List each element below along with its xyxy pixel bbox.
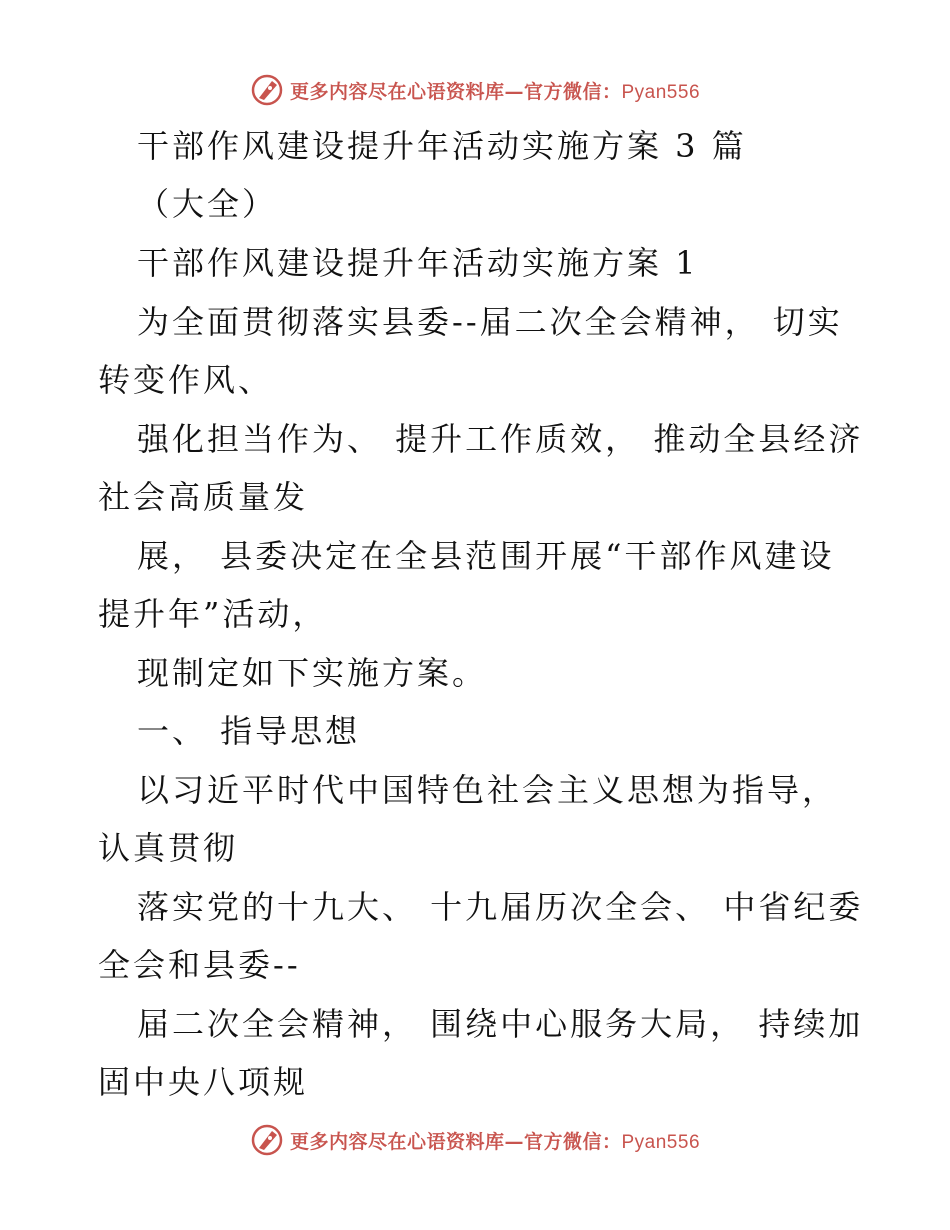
watermark-text: 更多内容尽在心语资料库—官方微信：Pyan556 [289, 1130, 701, 1153]
paragraph-line: 现制定如下实施方案。 [137, 654, 488, 692]
pen-nib-logo-icon [250, 73, 284, 107]
paragraph-line: 为全面贯彻落实县委--届二次全会精神， 切实 [137, 303, 843, 341]
paragraph-line: 展， 县委决定在全县范围开展“干部作风建设 [137, 537, 835, 575]
wechat-id: Pyan556 [621, 1131, 701, 1153]
document-title: 干部作风建设提升年活动实施方案 3 篇 [137, 127, 747, 165]
paragraph-line: 全会和县委-- [98, 946, 301, 984]
watermark-text: 更多内容尽在心语资料库—官方微信：Pyan556 [289, 80, 701, 103]
subsection-heading: 一、 指导思想 [137, 712, 361, 750]
section-heading: 干部作风建设提升年活动实施方案 1 [137, 244, 699, 282]
paragraph-line: 社会高质量发 [98, 478, 309, 516]
footer-watermark-banner [0, 1120, 950, 1160]
paragraph-line: 落实党的十九大、 十九届历次全会、 中省纪委 [137, 888, 864, 926]
paragraph-line: 提升年”活动， [98, 595, 328, 633]
paragraph-line: 以习近平时代中国特色社会主义思想为指导， [137, 771, 838, 809]
paragraph-line: 强化担当作为、 提升工作质效， 推动全县经济 [137, 420, 864, 458]
document-title-suffix: （大全） [137, 185, 278, 223]
pen-nib-logo-icon [250, 1123, 284, 1157]
paragraph-line: 固中央八项规 [98, 1063, 309, 1101]
paragraph-line: 转变作风、 [98, 361, 274, 399]
wechat-id: Pyan556 [621, 81, 701, 103]
paragraph-line: 届二次全会精神， 围绕中心服务大局， 持续加 [137, 1005, 864, 1043]
header-watermark-banner [0, 70, 950, 110]
paragraph-line: 认真贯彻 [98, 829, 239, 867]
